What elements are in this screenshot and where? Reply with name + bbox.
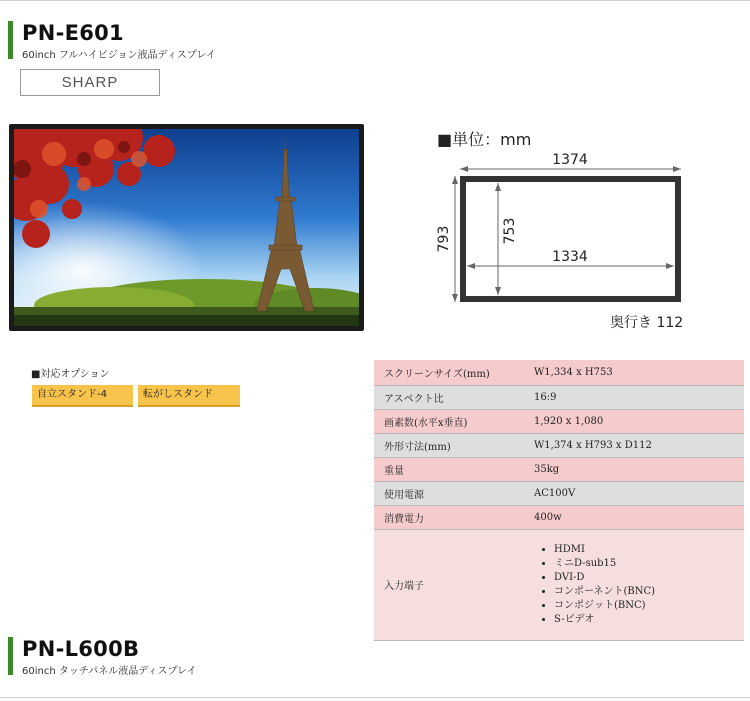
spec-row (374, 433, 744, 457)
brand-logo: SHARP (20, 69, 160, 96)
options-label: ■対応オプション (31, 369, 110, 380)
spec-key: 外形寸法(mm) (374, 433, 524, 457)
product-subtitle: 60inch フルハイビジョン液晶ディスプレイ (22, 50, 216, 61)
spec-table (374, 360, 744, 641)
option-button-rolling-stand[interactable]: 転がしスタンド (138, 385, 240, 407)
spec-value: 16:9 (524, 385, 744, 409)
spec-key: 入力端子 (374, 529, 524, 640)
list-item: • DVI-D (554, 571, 744, 585)
spec-row (374, 481, 744, 505)
spec-key: 使用電源 (374, 481, 524, 505)
list-item: • ミニD-sub15 (554, 557, 744, 571)
spec-row-inputs (374, 529, 744, 640)
spec-value: 35kg (524, 457, 744, 481)
display-screen (14, 129, 359, 326)
spec-value: W1,334 x H753 (524, 360, 744, 385)
dimension-diagram (430, 145, 710, 340)
outer-width-value: 1374 (552, 152, 588, 168)
product-title: PN-L600B (22, 637, 140, 661)
input-terminals-cell (524, 529, 744, 640)
heading-accent-bar (8, 637, 13, 675)
heading-accent-bar (8, 21, 13, 59)
spec-row (374, 385, 744, 409)
spec-key: 消費電力 (374, 505, 524, 529)
spec-key: アスペクト比 (374, 385, 524, 409)
inner-height-value: 753 (502, 217, 518, 245)
paris-scene-image (14, 129, 359, 326)
spec-key: 画素数(水平x垂直) (374, 409, 524, 433)
spec-value: AC100V (524, 481, 744, 505)
product-subtitle: 60inch タッチパネル液晶ディスプレイ (22, 666, 197, 677)
input-terminals-list (534, 543, 744, 627)
spec-row (374, 409, 744, 433)
spec-row (374, 457, 744, 481)
top-divider (0, 0, 750, 1)
bottom-divider (0, 697, 750, 698)
list-item: • コンポジット(BNC) (554, 599, 744, 613)
depth-label: 奥行き 112 (610, 315, 684, 331)
spec-value: W1,374 x H793 x D112 (524, 433, 744, 457)
spec-key: 重量 (374, 457, 524, 481)
spec-row (374, 505, 744, 529)
unit-label: ■単位：mm (437, 130, 532, 149)
spec-row (374, 360, 744, 385)
list-item: • コンポーネント(BNC) (554, 585, 744, 599)
product-title: PN-E601 (22, 21, 124, 45)
list-item: • HDMI (554, 543, 744, 557)
outer-height-value: 793 (436, 225, 452, 253)
spec-value: 1,920 x 1,080 (524, 409, 744, 433)
spec-value: 400w (524, 505, 744, 529)
list-item: • S-ビデオ (554, 613, 744, 627)
option-button-stand[interactable]: 自立スタンド-4 (32, 385, 133, 407)
inner-width-value: 1334 (552, 249, 588, 265)
spec-key: スクリーンサイズ(mm) (374, 360, 524, 385)
product-image (9, 124, 364, 331)
